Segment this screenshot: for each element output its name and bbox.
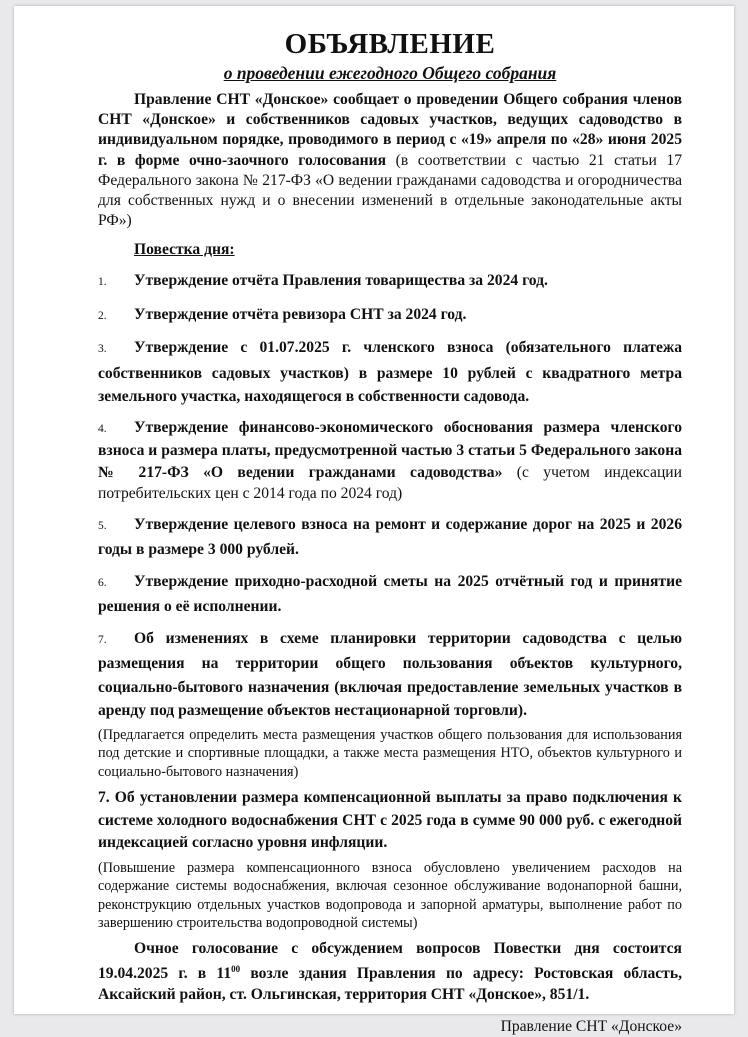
agenda-item: 1. Утверждение отчёта Правления товарищества за 2024 год. <box>98 272 548 290</box>
agenda-item: 2. Утверждение отчёта ревизора СНТ за 2024 год. <box>98 305 467 323</box>
agenda-item-7b-note: (Повышение размера компенсационного взноса обусловлено увеличением расходов на содержание системы водоснабжения, включая сезонное обслуживание водонапорной башни, реконструкцию отдельных участков водопровода и запорной арматуры, выполнение работ по завершению строительства водопроводной системы) <box>98 859 682 932</box>
page-title: ОБЪЯВЛЕНИЕ <box>284 28 496 60</box>
intro-bold: Правление СНТ «Донское» сообщает о проведении Общего собрания членов СНТ «Донское» и собственников садовых участков, ведущих садоводство в индивидуальном порядке, проводимого в период с «19» апреля по «28» июня 2025 г. в форме очно-заочного голосования <box>98 91 682 169</box>
page-subtitle: о проведении ежегодного Общего собрания <box>223 63 557 83</box>
intro-paragraph <box>98 90 682 231</box>
agenda-item: 7. Об изменениях в схеме планировки территории садоводства с целью размещения на территории общего пользования объектов культурного, социально-бытового назначения (включая предоставление земельных участков в аренду под размещение объектов нестационарной торговли). <box>98 629 682 720</box>
agenda-item: 3. Утверждение с 01.07.2025 г. членского взноса (обязательного платежа собственников садовых участков) в размере 10 рублей с квадратного метра земельного участка, находящегося в собственности садовода. <box>98 339 682 406</box>
agenda-item: 5. Утверждение целевого взноса на ремонт и содержание дорог на 2025 и 2026 годы в размере 3 000 рублей. <box>98 515 682 559</box>
agenda-item-7b: 7. Об установлении размера компенсационной выплаты за право подключения к системе холодного водоснабжения СНТ с 2025 года в сумме 90 000 руб. с ежегодной индексацией согласно уровня инфляции. <box>98 789 682 852</box>
signature: Правление СНТ «Донское» <box>500 1017 682 1035</box>
intro-normal: (в соответствии с частью 21 статьи 17 Федерального закона № 217-ФЗ «О ведении гражданами садоводства и огородничества для собственных нужд и о внесении изменений в отдельные законодательные акты РФ») <box>98 151 682 230</box>
agenda-item: 6. Утверждение приходно-расходной сметы на 2025 отчётный год и принятие решения о её исполнении. <box>98 572 682 616</box>
agenda-title: Повестка дня: <box>134 241 235 259</box>
closing-paragraph: Очное голосование с обсуждением вопросов Повестки дня состоится 19.04.2025 г. в $11^{00}$ возле здания Правления по адресу: Ростовская область, Аксайский район, ст. Ольгинская, территория СНТ «Донское», 851/1. <box>98 939 682 1004</box>
agenda-item: 4. Утверждение финансово-экономического обоснования размера членского взноса и размера платы, предусмотренной частью 3 статьи 5 Федерального закона № 217-ФЗ «О ведении гражданами садоводства» (с учетом индексации потребительских цен с 2014 года по 2024 год) <box>98 418 682 503</box>
agenda-item-note: (Предлагается определить места размещения участков общего пользования для использования под детские и спортивные площадки, а также места размещения НТО, объектов культурного и социально-бытового назначения) <box>98 726 682 780</box>
document-page <box>14 6 734 1035</box>
